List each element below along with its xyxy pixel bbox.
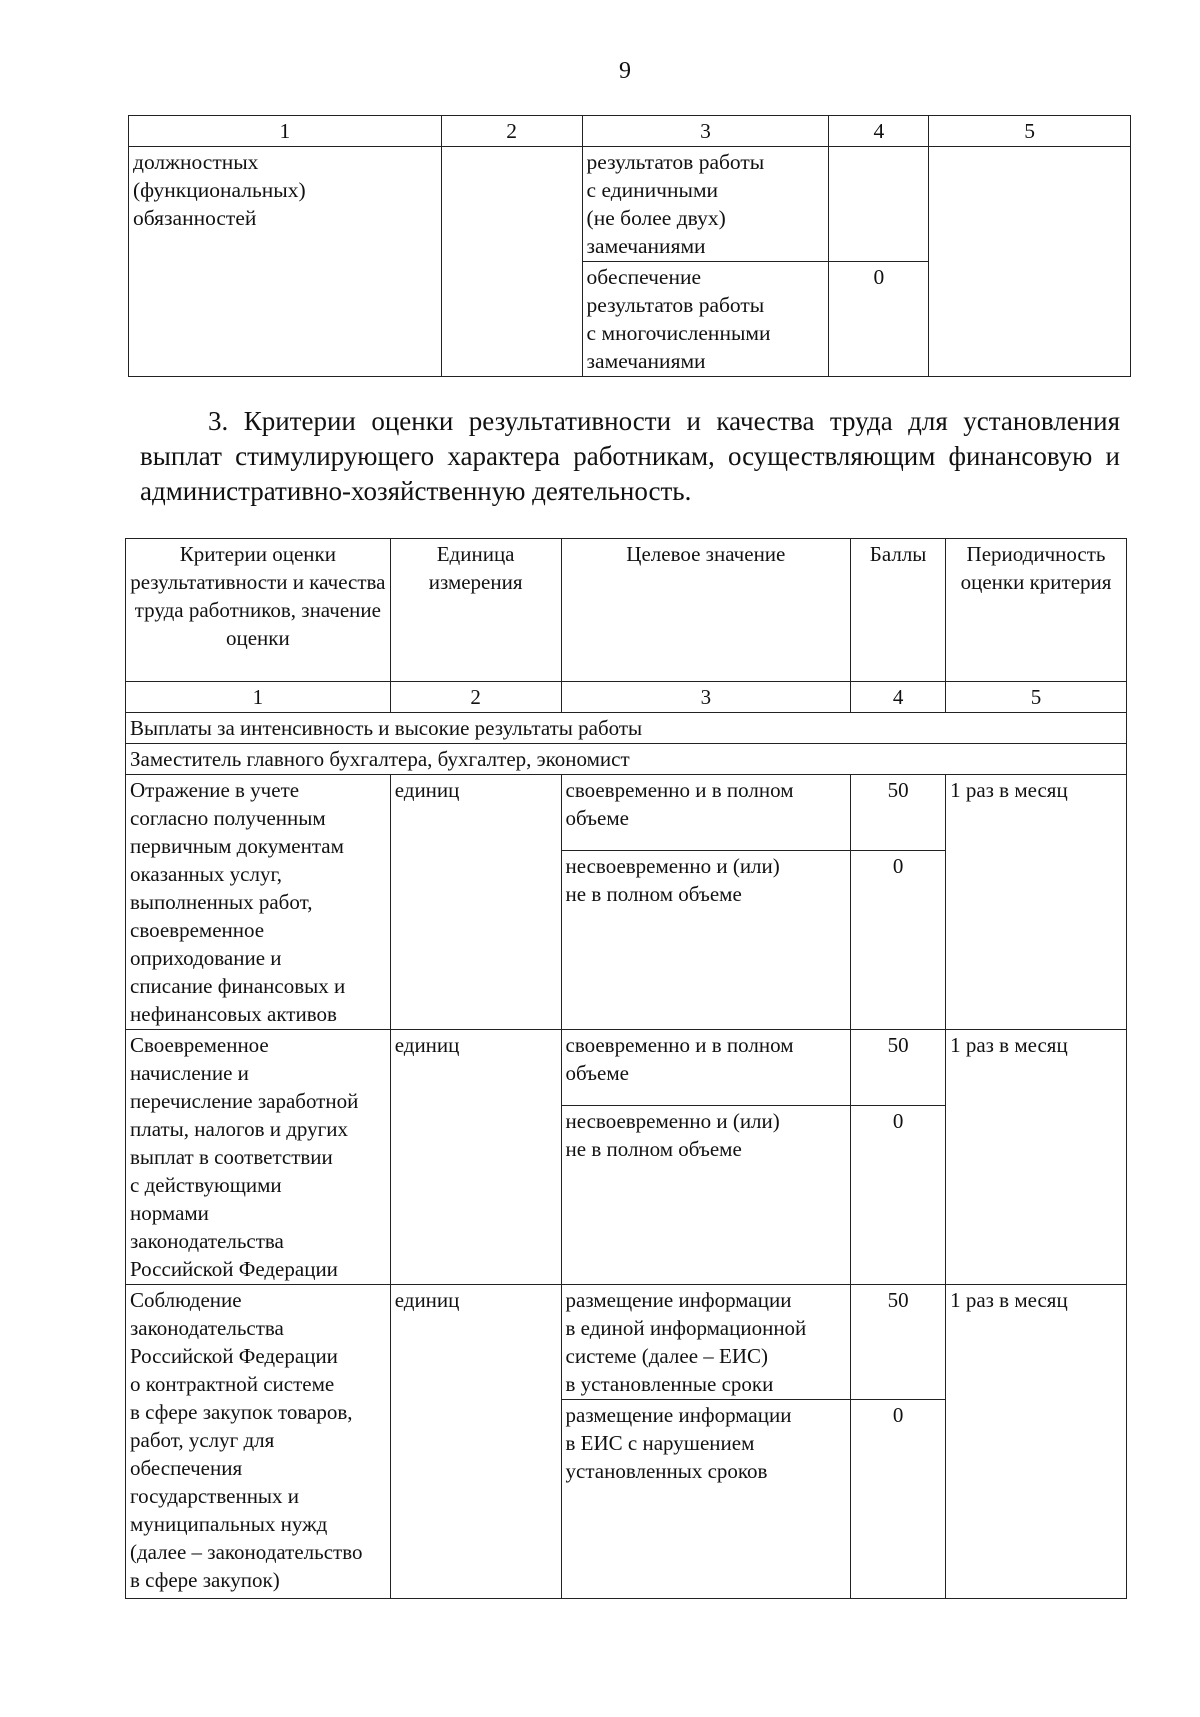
period: 1 раз в месяц [946,1285,1127,1599]
section-heading: 3. Критерии оценки результативности и качества труда для установления выплат стимулирующего характера работникам, осуществляющим финансовую и административно-хозяйственную деятельность. [140,406,1120,506]
target-value: своевременно и в полном объеме [561,1030,851,1106]
target-value: несвоевременно и (или) не в полном объеме [561,1106,851,1285]
points: 0 [851,1400,946,1599]
criteria-table [125,538,1127,1599]
target-value: несвоевременно и (или) не в полном объеме [561,851,851,1030]
period: 1 раз в месяц [946,775,1127,1030]
points [829,147,929,262]
target-value: результатов работы с единичными (не более двух) замечаниями [582,147,829,262]
points: 50 [851,1285,946,1400]
period-cell [929,147,1131,377]
target-value: размещение информации в единой информационной системе (далее – ЕИС) в установленные сроки [561,1285,851,1400]
points: 50 [851,1030,946,1106]
target-value: размещение информации в ЕИС с нарушением установленных сроков [561,1400,851,1599]
period: 1 раз в месяц [946,1030,1127,1285]
column-titles-row [126,539,1127,682]
points: 50 [851,775,946,851]
column-number: 3 [561,682,851,713]
criterion-name: должностных (функциональных) обязанностей [129,147,442,377]
column-title: Баллы [851,539,946,682]
criterion-name: Отражение в учете согласно полученным первичным документам оказанных услуг, выполненных работ, своевременное oприходование и списание финансовых и нефинансовых активов [126,775,391,1030]
column-number: 1 [129,116,442,147]
column-number: 4 [851,682,946,713]
column-number: 4 [829,116,929,147]
table-row [126,775,1127,851]
points: 0 [829,262,929,377]
criterion-name: Своевременное начисление и перечисление заработной платы, налогов и других выплат в соответствии с действующими нормами законодательства Российской Федерации [126,1030,391,1285]
target-value: обеспечение результатов работы с многочисленными замечаниями [582,262,829,377]
continuation-header-row [129,116,1131,147]
column-title: Целевое значение [561,539,851,682]
target-value: своевременно и в полном объеме [561,775,851,851]
table-row [129,147,1131,262]
column-title: Единица измерения [390,539,561,682]
column-number: 5 [929,116,1131,147]
unit: единиц [390,775,561,1030]
column-title: Периодичность оценки критерия [946,539,1127,682]
unit: единиц [390,1285,561,1599]
subsection-row [126,744,1127,775]
column-number: 2 [441,116,582,147]
subsection-title: Заместитель главного бухгалтера, бухгалтер, экономист [126,744,1127,775]
points: 0 [851,851,946,1030]
section-row [126,713,1127,744]
table-row [126,1030,1127,1106]
unit-cell [441,147,582,377]
unit: единиц [390,1030,561,1285]
column-number: 3 [582,116,829,147]
column-number: 5 [946,682,1127,713]
table-row [126,1285,1127,1400]
column-numbers-row [126,682,1127,713]
column-number: 1 [126,682,391,713]
section-title: Выплаты за интенсивность и высокие результаты работы [126,713,1127,744]
page-number: 9 [619,58,631,84]
column-title: Критерии оценки результативности и качества труда работников, значение оценки [126,539,391,682]
continuation-table [128,115,1131,377]
criterion-name: Соблюдение законодательства Российской Федерации о контрактной системе в сфере закупок товаров, работ, услуг для обеспечения государственных и муниципальных нужд (далее – законодательство в сфере закупок) [126,1285,391,1599]
column-number: 2 [390,682,561,713]
points: 0 [851,1106,946,1285]
